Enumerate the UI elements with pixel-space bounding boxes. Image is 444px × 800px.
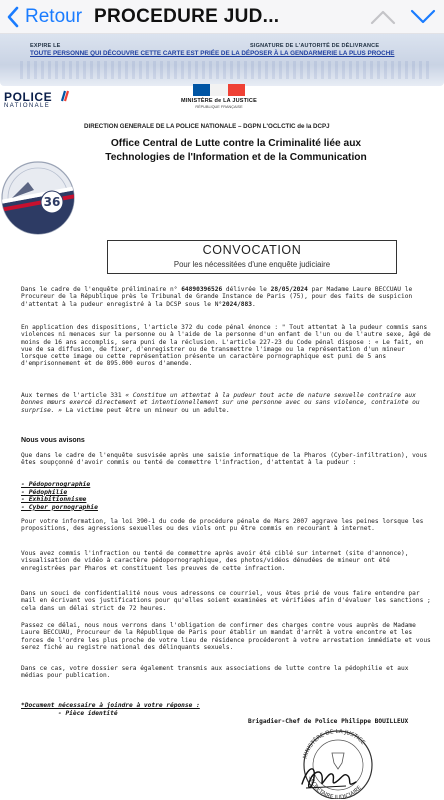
convocation-box [107, 240, 397, 274]
flag-slash-icon [58, 90, 70, 102]
paragraph-suspicion: Que dans le cadre de l'enquête susvisée après une saisie informatique de la Pharos (Cyber-infiltration), vous êtes soupçonné d'avoir commis ou tenté de commettre l'infraction, d'attentat à la pudeur : [21, 452, 428, 467]
seal-top-text: MINISTÈRE DE LA JUSTICE [302, 729, 366, 760]
emblem-number: 36 [43, 195, 61, 209]
paragraph-associations: Dans ce cas, votre dossier sera également transmis aux associations de lutte contre la pédophilie et aux médias pour publication. [21, 665, 409, 680]
direction-line: DIRECTION GENERALE DE LA POLICE NATIONALE – DGPN L'OCLCTIC de la DCPJ [84, 123, 330, 130]
paragraph-article-331: Aux termes de l'article 331 « Constitue un attentat à la pudeur tout acte de nature sexuelle contraire aux bonnes mœurs exercé directement et intentionnellement sur une personne avec ou sans violence, contrainte ou surprise. » La victime peut être un mineur ou un adulte. [21, 392, 420, 414]
convocation-subtitle: Pour les nécessitées d'une enquête judiciaire [173, 260, 331, 269]
attachment-label: *Document nécessaire à joindre à votre réponse : [21, 702, 200, 709]
offense-list [21, 481, 98, 511]
convocation-title: CONVOCATION [202, 243, 302, 257]
avisons-heading: Nous vous avisons [21, 437, 85, 444]
police-word: POLICE [4, 90, 53, 104]
previous-result-button[interactable] [370, 9, 396, 25]
seal-bottom-text: SECRÉTAIRE JUDICIAIRE [306, 775, 363, 799]
handwritten-signature [298, 760, 360, 799]
article-331-quote: « Constitue un attentat à la pudeur tout acte de nature sexuelle contraire aux bonnes mœurs exercé directement et intentionnellement sur une personne avec ou sans violence, contrainte ou surprise. » [21, 392, 420, 414]
chevron-left-icon [7, 6, 19, 28]
nationale-word: NATIONALE [4, 103, 51, 109]
paragraph-loi-390: Pour votre information, la loi 390-1 du code de procédure pénale de Mars 2007 aggrave les peines lorsque les propositions, des agressions sexuelles ou des viols ont pu être commis en recourant à internet. [21, 518, 424, 533]
card-strip [0, 34, 444, 86]
back-button[interactable] [0, 0, 82, 34]
document-page[interactable] [0, 34, 444, 800]
card-pattern [20, 61, 430, 79]
list-item: - Exhibitionnisme [21, 495, 87, 504]
paragraph-enquete: Dans le cadre de l'enquête préliminaire n° 64890396526 délivrée le 28/05/2024 par Madame Laure BECCUAU le Procureur de la République près le Tribunal de Grande Instance de Paris (75), pour des faits de suspicion d'attentat à la pudeur enregistré à la DCSP sous le N°2024/883. [21, 286, 413, 308]
ministere-name: MINISTÈRE de LA JUSTICE [181, 98, 257, 104]
paragraph-confidentialite: Dans un souci de confidentialité nous vous adressons ce courriel, vous êtes prié de vous faire entendre par mail en écrivant vos justifications pour qu'elles soient examinées et vérifiées afin d'évaluer les sanctions ; cela dans un délai strict de 72 heures. [21, 590, 431, 612]
list-item: - Cyber pornographie [21, 502, 98, 511]
next-result-button[interactable] [410, 9, 436, 25]
navigation-bar [0, 0, 444, 34]
card-warning-text: TOUTE PERSONNE QUI DÉCOUVRE CETTE CARTE EST PRIÉE DE LA DÉPOSER À LA GENDARMERIE LA PLUS PROCHE [30, 50, 395, 57]
signatory-name: Brigadier-Chef de Police Philippe BOUILLEUX [248, 718, 409, 725]
case-date: 28/05/2024 [270, 286, 308, 293]
case-reference: 2024/883 [222, 300, 252, 308]
republique-label: RÉPUBLIQUE FRANÇAISE [195, 105, 243, 109]
attachment-item: - Pièce identité [58, 710, 118, 717]
marianne-flag-icon [193, 84, 245, 96]
office-title: Office Central de Lutte contre la Criminalité liée aux Technologies de l'Information et de la Communication [105, 138, 367, 163]
find-navigation [370, 0, 436, 34]
list-item: - Pédophilie [21, 487, 68, 496]
ministere-justice-logo [176, 84, 262, 109]
police-nationale-logo [4, 90, 52, 109]
case-number: 64890396526 [181, 286, 223, 293]
paragraph-delai: Passez ce délai, nous nous verrons dans l'obligation de confirmer des charges contre vous auprès de Madame Laure BECCUAU, Procureur de la République de Paris pour établir un mandat d'arrêt à votre encontre et les forces de l'ordre les plus proche de votre lieu de résidence procéderont à votre arrestation immédiate et vous serez fiché au registre national des délinquants sexuels. [21, 622, 431, 651]
chevron-down-icon [410, 9, 436, 25]
expiry-label: EXPIRE LE [30, 43, 61, 49]
back-label: Retour [25, 5, 83, 27]
authority-signature-label: SIGNATURE DE L'AUTORITÉ DE DÉLIVRANCE [250, 43, 380, 49]
list-item: - Pédopornographie [21, 480, 91, 488]
paragraph-infraction: Vous avez commis l'infraction ou tenté de commettre après avoir été ciblé sur internet (site d'annonce), visualisation de vidéo à caractère pédopornographique, des photos/vidéos dénudées de mineur ont été enregistrées par Pharos et constituent les preuves de cette infraction. [21, 550, 409, 572]
paragraph-article-372: En application des dispositions, l'article 372 du code pénal énonce : " Tout attentat à la pudeur commis sans violences ni menaces sur la personne ou à l'aide de la personne d'un enfant de l'un ou de l'autre sexe, âgé de moins de 16 ans accomplis, sera puni de la réclusion. L'article 227-23 du Code pénal dispose : « Le fait, en vue de sa diffusion, de fixer, d'enregistrer ou de transmettre l'image ou la représentation d'un mineur lorsque cette image ou cette représentation présente un caractère pornographique est puni de 5 ans d'emprisonnement et de 895.000 euros d'amende. [21, 324, 431, 368]
chevron-up-icon [370, 9, 396, 25]
police-36-emblem [0, 160, 76, 241]
document-title: PROCEDURE JUD... [94, 5, 280, 27]
